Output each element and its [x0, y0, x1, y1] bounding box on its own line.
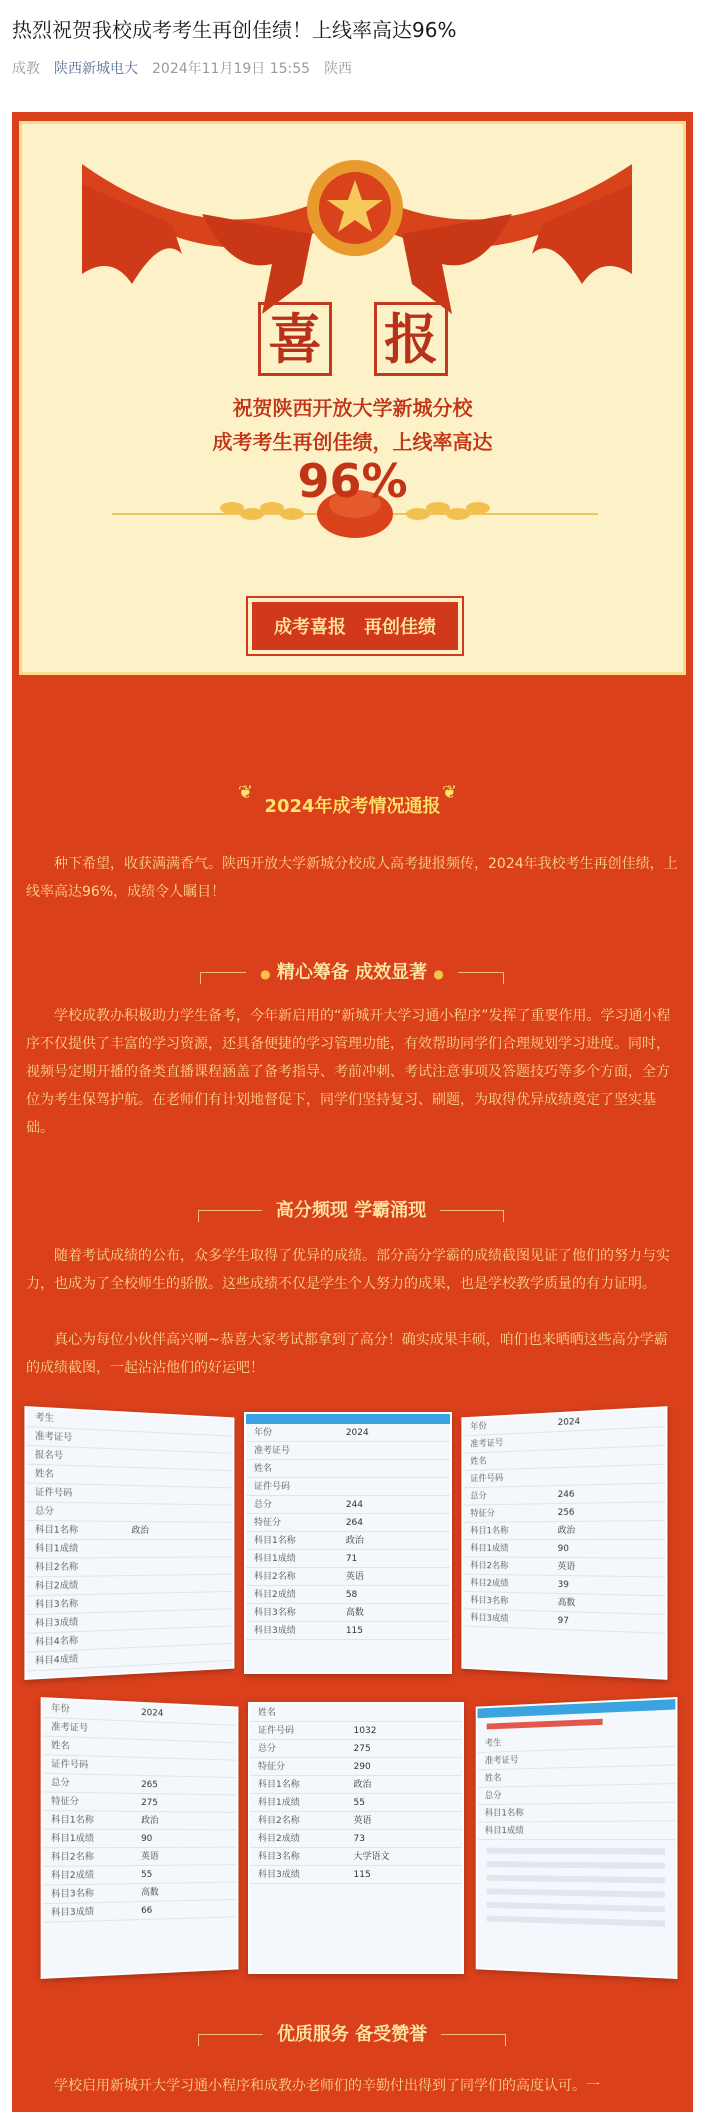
score-row-value: 58 — [345, 1590, 358, 1600]
score-row-value: 英语 — [557, 1561, 576, 1573]
laurel-right-icon: ❦ — [442, 782, 458, 803]
score-row-value — [340, 1478, 450, 1495]
score-row-value: 政治 — [131, 1525, 149, 1537]
score-row-key: 科目1名称 — [484, 1808, 524, 1819]
score-row-key: 科目3成绩 — [34, 1617, 79, 1630]
score-row — [246, 1550, 450, 1568]
score-row-value — [340, 1442, 450, 1459]
score-row-key: 科目3名称 — [34, 1599, 79, 1611]
score-row-value: 1032 — [353, 1726, 377, 1736]
card-placeholder-line — [487, 1875, 665, 1884]
score-row — [246, 1424, 450, 1442]
score-row-value — [126, 1592, 233, 1611]
score-row-value — [135, 1740, 236, 1760]
score-row-value: 英语 — [345, 1572, 364, 1582]
score-row-value: 英语 — [141, 1851, 159, 1863]
card-header-bar — [478, 1699, 676, 1718]
score-row-key: 科目1成绩 — [258, 1798, 300, 1808]
congrats-banner — [19, 121, 686, 675]
score-row-value — [552, 1465, 665, 1485]
score-row-key: 科目2名称 — [51, 1852, 94, 1863]
banner-slogan-box — [246, 596, 464, 656]
score-row-value: 高数 — [345, 1608, 364, 1618]
score-row — [43, 1900, 237, 1923]
score-row — [246, 1496, 450, 1514]
score-row — [250, 1776, 462, 1794]
score-row-value — [565, 1821, 675, 1839]
score-row — [43, 1811, 237, 1830]
score-row-key: 科目1成绩 — [51, 1833, 94, 1845]
score-row-key: 姓名 — [484, 1773, 502, 1784]
score-row-key: 总分 — [34, 1506, 54, 1518]
prep-paragraph: 学校成教办积极助力学生备考，今年新启用的“新城开大学习通小程序”发挥了重要作用。学习通小程序不仅提供了丰富的学习资源，还具备便捷的学习管理功能，有效帮助同学们合理规划学习进度。同时，视频号定期开播的备类直播课程涵盖了备考指导、考前冲刺、考试注意事项及答题技巧等多个方面，全方位为考生保驾护航。在老师们有计划地督促下，同学们坚持复习、刷题，为取得优异成绩奠定了坚实基础。 — [26, 1008, 671, 1136]
score-row-key: 科目1名称 — [51, 1815, 94, 1826]
score-row-key: 姓名 — [258, 1708, 277, 1718]
score-row-key: 证件号码 — [254, 1482, 291, 1492]
high-score-paragraph-1: 随着考试成绩的公布，众多学生取得了优异的成绩。部分高分学霸的成绩截图见证了他们的努力与实力，也成为了全校师生的骄傲。这些成绩不仅是学生个人努力的成果，也是学校教学质量的有力证明。 — [26, 1248, 670, 1292]
score-row-key: 考生 — [34, 1412, 54, 1425]
score-row-key: 总分 — [258, 1744, 277, 1754]
score-row-key: 科目3名称 — [470, 1595, 509, 1607]
score-row-key: 总分 — [484, 1791, 502, 1802]
score-row-key: 特征分 — [470, 1508, 495, 1519]
card-placeholder-line — [487, 1902, 665, 1912]
score-row — [43, 1830, 237, 1849]
score-row-key: 年份 — [470, 1421, 487, 1433]
score-row — [250, 1794, 462, 1812]
prep-heading-label — [246, 958, 458, 984]
score-row — [478, 1803, 676, 1823]
score-row — [250, 1758, 462, 1776]
score-row — [250, 1812, 462, 1830]
score-row-value — [565, 1747, 675, 1767]
score-row-value — [126, 1575, 233, 1594]
score-row-key: 证件号码 — [51, 1759, 89, 1771]
score-row-value: 政治 — [345, 1536, 364, 1546]
score-row-value — [348, 1704, 462, 1721]
service-heading-label — [263, 2020, 441, 2046]
publish-datetime: 2024年11月19日 15:55 — [152, 61, 311, 77]
score-row-key: 证件号码 — [470, 1473, 504, 1485]
score-row-key: 科目1成绩 — [484, 1826, 524, 1837]
score-row-key: 科目4名称 — [34, 1636, 79, 1649]
report-heading — [12, 782, 693, 818]
score-row — [246, 1442, 450, 1460]
score-row-value: 政治 — [557, 1525, 576, 1537]
score-row-key: 考生 — [484, 1738, 502, 1749]
score-row-key: 特征分 — [254, 1518, 282, 1528]
service-heading-text: 优质服务 备受赞誉 — [276, 2024, 428, 2045]
score-row — [250, 1866, 462, 1884]
score-row-value: 115 — [353, 1870, 371, 1880]
score-row-key: 总分 — [254, 1500, 273, 1510]
score-row-key: 年份 — [254, 1428, 273, 1438]
article-tag: 成教 — [12, 61, 40, 77]
score-row-key: 科目3成绩 — [51, 1907, 94, 1919]
slogan-left: 成考喜报 — [274, 617, 346, 638]
score-row — [27, 1521, 233, 1540]
score-row — [27, 1502, 233, 1523]
score-row — [478, 1784, 676, 1805]
score-row-value: 2024 — [141, 1707, 164, 1719]
score-row — [246, 1586, 450, 1604]
score-row-value: 66 — [141, 1905, 153, 1917]
score-row-value — [126, 1486, 233, 1505]
score-row-key: 总分 — [470, 1491, 487, 1502]
bao-character: 报 — [374, 302, 448, 376]
score-row-key: 准考证号 — [484, 1755, 519, 1767]
score-row-key: 科目4成绩 — [34, 1654, 79, 1667]
banner-line-2: 成考考生再创佳绩，上线率高达 — [212, 430, 493, 454]
article-title: 热烈祝贺我校成考考生再创佳绩！上线率高达96% — [12, 18, 457, 42]
score-row-key: 准考证号 — [51, 1722, 89, 1735]
score-row-key: 科目2成绩 — [470, 1578, 509, 1589]
score-row — [246, 1532, 450, 1550]
score-row-value: 275 — [141, 1797, 158, 1809]
score-row-value: 高数 — [141, 1887, 159, 1899]
score-row-key: 证件号码 — [34, 1487, 73, 1499]
score-row-value: 2024 — [557, 1416, 581, 1429]
article-meta — [12, 58, 352, 78]
score-row-value — [552, 1446, 665, 1467]
account-name-link[interactable]: 陕西新城电大 — [54, 61, 138, 77]
score-row-key: 科目3名称 — [51, 1888, 94, 1900]
score-row — [250, 1830, 462, 1848]
card-header-bar — [246, 1414, 450, 1424]
high-score-heading-label — [262, 1196, 440, 1222]
score-row-key: 科目1名称 — [254, 1536, 296, 1546]
score-row-key: 科目2成绩 — [34, 1580, 79, 1592]
score-row-value — [126, 1504, 233, 1522]
score-row-value: 73 — [353, 1834, 365, 1844]
score-row-value: 290 — [353, 1762, 371, 1772]
score-screenshot-1 — [24, 1406, 234, 1680]
service-paragraph: 学校启用新城开大学习通小程序和成教办老师们的辛勤付出得到了同学们的高度认可。一 — [54, 2078, 600, 2094]
card-placeholder-line — [487, 1916, 665, 1927]
banner-line-1: 祝贺陕西开放大学新城分校 — [232, 396, 473, 420]
score-row-key: 准考证号 — [470, 1438, 504, 1450]
publish-location: 陕西 — [324, 61, 353, 77]
score-row — [250, 1722, 462, 1740]
score-row-key: 科目1成绩 — [470, 1543, 509, 1554]
score-row-key: 科目1名称 — [34, 1525, 79, 1536]
score-row-value: 256 — [557, 1507, 575, 1519]
score-row-key: 准考证号 — [254, 1446, 291, 1456]
score-row — [463, 1540, 665, 1559]
score-row-key: 姓名 — [470, 1456, 487, 1467]
score-row-value: 246 — [557, 1489, 575, 1501]
score-row-value: 39 — [557, 1579, 569, 1591]
slogan-right: 再创佳绩 — [364, 617, 436, 638]
score-row-key: 科目2成绩 — [254, 1590, 296, 1600]
card-placeholder-line — [487, 1848, 665, 1855]
score-row-value — [126, 1540, 233, 1557]
score-row — [463, 1521, 665, 1540]
score-row — [246, 1514, 450, 1532]
score-row-key: 姓名 — [51, 1740, 70, 1752]
score-row-value — [340, 1460, 450, 1477]
score-row-value: 政治 — [141, 1815, 159, 1827]
score-row-value — [135, 1722, 236, 1743]
high-score-paragraph-2: 真心为每位小伙伴高兴啊~恭喜大家考试都拿到了高分！确实成果丰硕，咱们也来晒晒这些高分学霸的成绩截图，一起沾沾他们的好运吧！ — [26, 1332, 668, 1376]
score-row-key: 特征分 — [51, 1796, 79, 1808]
score-row — [246, 1460, 450, 1478]
score-row-value: 2024 — [345, 1428, 369, 1438]
score-row-key: 科目2成绩 — [51, 1870, 94, 1882]
score-row — [246, 1604, 450, 1622]
score-row — [463, 1502, 665, 1523]
score-row-value: 55 — [141, 1869, 153, 1881]
score-row-key: 科目2名称 — [258, 1816, 300, 1826]
score-row — [246, 1478, 450, 1496]
score-row — [478, 1821, 676, 1840]
score-screenshot-4 — [41, 1697, 239, 1979]
score-row-value: 71 — [345, 1554, 358, 1564]
score-row-value: 高数 — [557, 1597, 576, 1609]
score-row-value: 275 — [353, 1744, 371, 1754]
score-row-key: 科目3成绩 — [258, 1870, 300, 1880]
card-placeholder-line — [487, 1861, 665, 1869]
score-row-key: 科目2名称 — [254, 1572, 296, 1582]
score-row-value — [565, 1803, 675, 1821]
report-paragraph: 种下希望，收获满满香气。陕西开放大学新城分校成人高考捷报频传，2024年我校考生再创佳绩，上线率高达96%，成绩令人瞩目！ — [26, 856, 678, 900]
score-row-key: 科目1成绩 — [34, 1544, 79, 1555]
score-row-value: 97 — [557, 1615, 569, 1627]
score-row-value — [135, 1758, 236, 1777]
score-row-value: 244 — [345, 1500, 364, 1510]
service-heading — [198, 2016, 506, 2052]
score-row-key: 证件号码 — [258, 1726, 295, 1736]
score-row — [246, 1568, 450, 1586]
prep-heading-text: 精心筹备 成效显著 — [276, 962, 428, 983]
high-score-heading — [198, 1192, 504, 1228]
article-body — [12, 112, 693, 2112]
score-row-value: 115 — [345, 1626, 364, 1636]
score-row-key: 科目2成绩 — [258, 1834, 300, 1844]
score-row-value — [126, 1557, 233, 1575]
score-row-key: 特征分 — [258, 1762, 286, 1772]
score-row-key: 科目3名称 — [254, 1608, 296, 1618]
banner-percent: 96% — [297, 454, 408, 508]
score-row — [250, 1740, 462, 1758]
card-notice-line — [487, 1719, 603, 1730]
xi-character: 喜 — [258, 302, 332, 376]
score-row-key: 姓名 — [34, 1469, 54, 1480]
score-row-key: 科目1名称 — [470, 1526, 509, 1537]
score-row-key: 姓名 — [254, 1464, 273, 1474]
score-row-value — [126, 1644, 233, 1666]
score-row-key: 科目3成绩 — [470, 1613, 509, 1625]
score-row-key: 年份 — [51, 1703, 70, 1715]
score-row-value — [565, 1784, 675, 1803]
score-row-value — [126, 1450, 233, 1470]
card-placeholder-line — [487, 1888, 665, 1897]
score-row-key: 总分 — [51, 1778, 70, 1789]
score-screenshot-5 — [248, 1702, 464, 1974]
score-row-value — [565, 1765, 675, 1785]
dot-left-icon: ● — [260, 967, 271, 981]
score-row-key: 科目3名称 — [258, 1852, 300, 1862]
score-row-key: 科目2名称 — [34, 1562, 79, 1574]
dot-right-icon: ● — [433, 967, 444, 981]
score-row-value — [565, 1728, 675, 1749]
score-screenshot-3 — [461, 1406, 667, 1680]
score-row-value: 90 — [557, 1543, 569, 1555]
score-row — [43, 1792, 237, 1812]
score-row-key: 科目2名称 — [470, 1561, 509, 1572]
report-heading-text: 2024年成考情况通报 — [264, 796, 441, 817]
score-row-value: 英语 — [353, 1816, 372, 1826]
score-screenshot-6 — [476, 1697, 678, 1979]
score-row — [27, 1540, 233, 1559]
score-row — [250, 1848, 462, 1866]
score-row-key: 科目1名称 — [258, 1780, 300, 1790]
score-row-key: 报名号 — [34, 1450, 64, 1462]
score-row-value: 大学语文 — [353, 1852, 390, 1862]
laurel-left-icon: ❦ — [238, 782, 254, 803]
score-row — [246, 1622, 450, 1640]
score-row — [250, 1704, 462, 1722]
score-row — [43, 1848, 237, 1867]
score-row-value: 265 — [141, 1779, 158, 1791]
score-row-value: 264 — [345, 1518, 364, 1528]
score-row-value: 90 — [141, 1833, 153, 1845]
score-screenshot-2 — [244, 1412, 452, 1674]
score-row-key: 科目3成绩 — [254, 1626, 296, 1636]
score-row-value: 政治 — [353, 1780, 372, 1790]
score-row-key: 科目1成绩 — [254, 1554, 296, 1564]
score-row-value: 55 — [353, 1798, 365, 1808]
score-row-key: 准考证号 — [34, 1431, 73, 1444]
score-row-value — [126, 1468, 233, 1488]
high-score-heading-text: 高分频现 学霸涌现 — [275, 1200, 427, 1221]
prep-heading — [200, 954, 504, 990]
